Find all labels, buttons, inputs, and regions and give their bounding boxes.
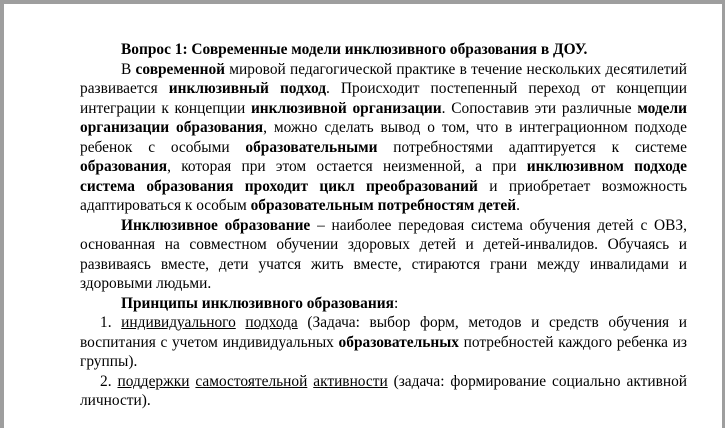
item1-text-run: 1. [100,314,122,331]
p1-text-run: образования [80,158,168,175]
p1-text-run: инклюзивном подходе система образования проходит цикл преобразований [80,158,687,195]
p1-text-run: . Происходит постепенный переход от концепции интеграции к концепции [80,80,688,117]
principles-heading-text: Принципы инклюзивного образования [121,294,394,312]
item2-text-run: активности [313,372,388,390]
window-frame-left [0,0,4,428]
p1-text-run: современной [135,60,226,78]
p1-text-run: . [516,197,520,214]
item1-text-run: (Задача: выбор форм, методов и средств обучения и воспитания с учетом индивидуальных [80,314,687,351]
paragraph-modern-models [80,60,687,216]
window-frame-top [0,0,725,4]
p1-text-run: , можно сделать вывод о том, что в интеграционном подходе ребенок с особыми [80,119,687,156]
p1-text-run: потребностями адаптируется к системе [377,138,687,156]
p1-text-run: В [121,60,136,78]
principle-list-item-2 [80,372,687,411]
p1-text-run: . Сопоставив эти различные [441,99,638,117]
item1-text-run: потребностей каждого ребенка из группы). [80,333,687,370]
item2-text-run: самостоятельной [195,372,308,390]
item2-text-run: (задача: формирование социально активной личности). [80,372,687,409]
item2-text-run: 2. [100,372,118,390]
p1-text-run: и приобретает возможность адаптироваться к особым [80,177,687,214]
p1-text-run: образовательным потребностям детей [250,197,517,214]
p1-text-run: образовательными [245,138,378,156]
p1-text-run: , которая при этом остается неизменной, а при [167,158,527,175]
item1-text-run: индивидуального [121,314,236,331]
principles-heading [80,294,687,314]
principles-heading-colon: : [393,294,399,312]
p2-text-run: Инклюзивное образование [121,216,311,234]
item1-text-run: подхода [245,314,298,331]
p1-text-run: модели организации образования [80,99,687,136]
p1-text-run: инклюзивной организации [250,99,442,117]
document-page [80,40,687,411]
p2-text-run: – наиболее передовая система обучения детей с ОВЗ, основанная на совместном обучении здоровых детей и детей-инвалидов. Обучаясь и развиваясь вместе, дети учатся жить вместе, стираются грани между инвалидами и здоровыми людьми. [80,216,687,292]
question-title: Вопрос 1: Современные модели инклюзивного образования в ДОУ. [121,41,588,58]
item1-text-run [236,314,246,331]
p1-text-run: мировой педагогической практике в течение нескольких десятилетий развивается [80,60,687,97]
p1-text-run: инклюзивный подход [168,80,326,97]
principle-list-item-1 [80,313,687,372]
item1-text-run: образовательных [338,333,459,351]
paragraph-inclusive-education [80,216,687,294]
item2-text-run: поддержки [117,372,190,390]
